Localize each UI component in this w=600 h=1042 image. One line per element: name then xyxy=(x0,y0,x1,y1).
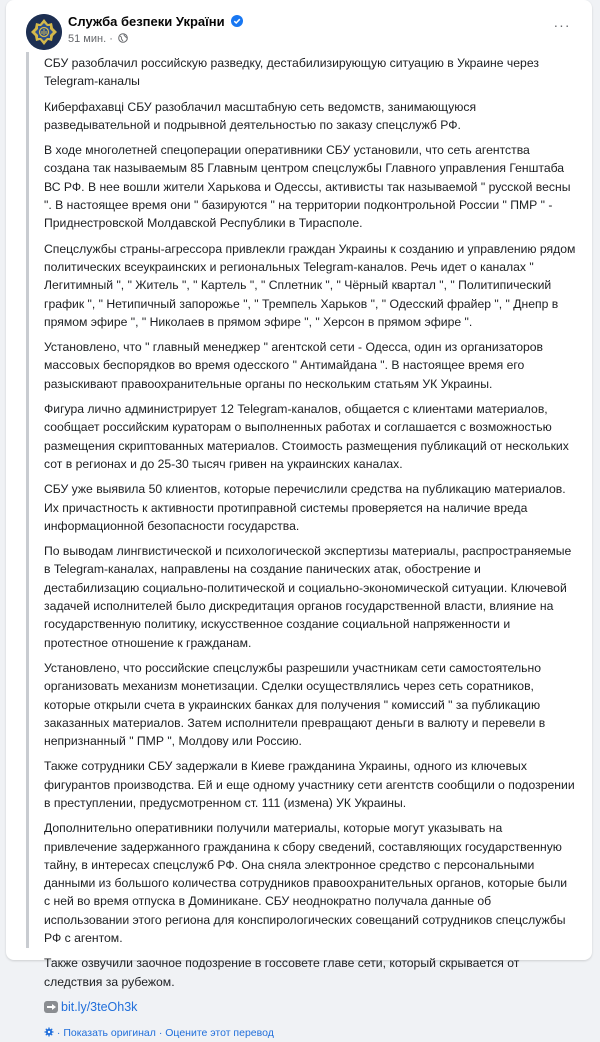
post-card xyxy=(6,0,592,1039)
post-paragraph: Установлено, что российские спецслужбы разрешили участникам сети самостоятельно организовать механизм монетизации. Сделки осуществлялись через сеть соратников, которые открыли счета в украинских банках для получения " комиссий " за публикацию заказанных материалов. Затем исполнители превращают деньги в валюту и перевели в непризнанный " ПМР ", Молдову или Россию. xyxy=(44,660,546,749)
short-link[interactable]: bit.ly/3teOh3k xyxy=(61,999,138,1014)
post-paragraph: Установлено, что " главный менеджер " агентской сети - Одесса, один из организаторов массовых беспорядков во время одесского " Антимайдана ". В настоящее время его разыскивают правоохранительные органы по нескольким статьям УК Украины. xyxy=(44,340,544,391)
post-paragraph: СБУ уже выявила 50 клиентов, которые перечислили средства на публикацию материалов. Их причастность к активности протиправной системы проверяется на наличие вреда информационной безопасности государства. xyxy=(44,482,566,533)
link-row xyxy=(44,998,576,1018)
post-paragraph: По выводам лингвистической и психологической экспертизы материалы, распространяемые в Telegram-каналах, направлены на создание панических атак, обострение и дестабилизацию социально-политической и социально-экономической ситуации. Ключевой задачей исполнителей было дискредитация органов государственной власти, влияние на государственную политику, искусственное создание социальной напряженности и протестное отношение к гражданам. xyxy=(44,544,572,650)
globe-icon xyxy=(118,33,128,43)
post-paragraph: Дополнительно оперативники получили материалы, которые могут указывать на привлечение задержанного гражданина к сбору сведений, составляющих государственную тайну, в интересах спецслужб РФ. Она сняла электронное средство с персональными данными из большого количества сотрудников правоохранительных органов, которые были с ней во время отпуска в Доминикане. СБУ неоднократно получала данные об использовании этого региона для конспирологических совещаний сотрудников спецслужбы РФ с агентом. xyxy=(44,821,568,946)
post-paragraph: В ходе многолетней спецоперации оперативники СБУ установили, что сеть агентства создана так называемым 85 Главным центром спецслужбы Главного управления Генштаба ВС РФ. В нее вошли жители Харькова и Одессы, активисты так называемой " русской весны ". В настоящее время они " базируются " на территории подконтрольной России " ПМР " - Приднестровской Молдавской Республики в Тирасполе. xyxy=(44,143,571,231)
post-paragraph: Также озвучили заочное подозрение в госсовете главе сети, который скрывается от следствия за рубежом. xyxy=(44,956,520,989)
post-header xyxy=(18,10,578,50)
link-arrow-icon xyxy=(44,1001,58,1013)
meta-separator: · xyxy=(106,33,116,45)
more-options-button[interactable]: ··· xyxy=(553,17,571,33)
avatar[interactable] xyxy=(26,14,62,50)
post-meta xyxy=(68,33,128,45)
verified-badge-icon xyxy=(231,15,243,27)
post-paragraph: Киберфахавці СБУ разоблачил масштабную сеть ведомств, занимающуюся разведывательной и подрывной деятельностью по заказу спецслужб РФ. xyxy=(44,99,477,132)
post-paragraph: Фигура лично администрирует 12 Telegram-каналов, общается с клиентами материалов, сообщает российским кураторам о выполненных работах и соглашается с возможностью размещения скриптованных материалов. Стоимость размещения публикаций от нескольких сот в регионах и до 25-30 тысяч гривен на украинских каналах. xyxy=(44,402,569,471)
translation-separator: · xyxy=(155,1026,166,1039)
author-name[interactable]: Служба безпеки України xyxy=(68,14,225,29)
post-content xyxy=(44,54,576,1042)
show-original-link[interactable]: Показать оригинал xyxy=(63,1026,156,1039)
author-row xyxy=(68,14,243,29)
post-paragraph: СБУ разоблачил российскую разведку, дестабилизирующую ситуацию в Украине через Telegram-каналы xyxy=(44,56,539,89)
post-paragraph: Также сотрудники СБУ задержали в Киеве гражданина Украины, одного из ключевых фигурантов производства. Ей и еще одному участнику сети агентств сообщили о подозрении в преступлении, предусмотренном ст. 111 (измена) УК Украины. xyxy=(44,759,575,810)
sbu-emblem-icon xyxy=(26,14,62,50)
rate-translation-link[interactable]: Оцените этот перевод xyxy=(165,1026,274,1039)
translation-bar xyxy=(44,1024,576,1042)
gear-icon[interactable] xyxy=(44,1027,54,1037)
timestamp[interactable]: 51 мин. xyxy=(68,33,107,45)
post-paragraph: Спецслужбы страны-агрессора привлекли граждан Украины к созданию и управлению рядом политических всеукраинских и региональных Telegram-каналов. Речь идет о каналах " Легитимный ", " Житель ", " Картель ", " Сплетник ", " Чёрный квартал ", " Политипический график ", " Нетипичный запорожье ", " Тремпель Харьков ", " Одесский фрайер ", " Днепр в прямом эфире ", " Николаев в прямом эфире ", " Херсон в прямом эфире ". xyxy=(44,241,576,329)
translated-post-body xyxy=(26,52,577,1039)
translation-separator: · xyxy=(56,1026,64,1039)
